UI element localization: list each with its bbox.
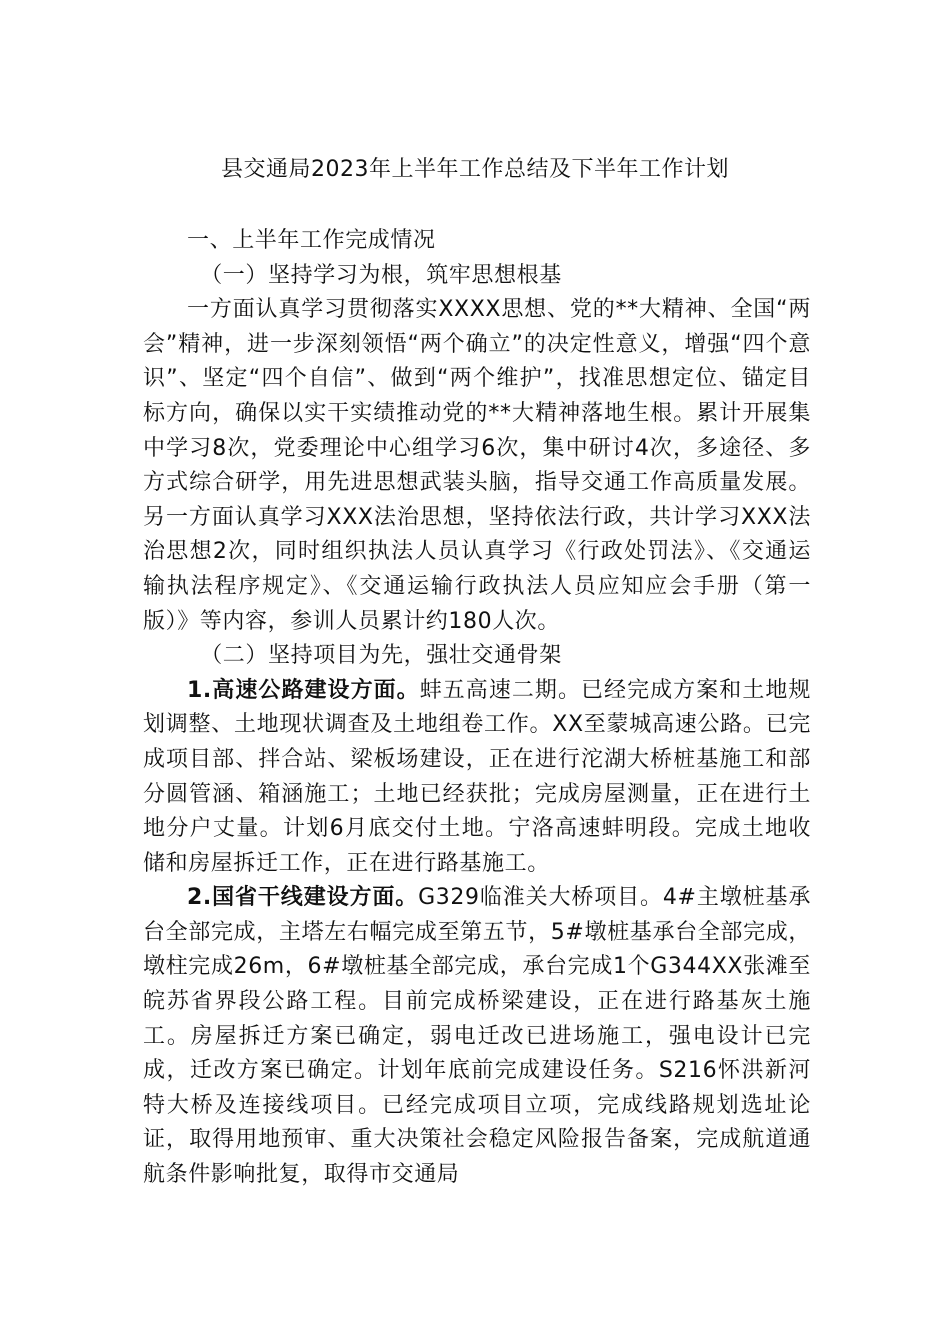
document-title: 县交通局2023年上半年工作总结及下半年工作计划 xyxy=(221,157,729,182)
paragraph-lead-trunk-lines: 2.国省干线建设方面。 xyxy=(187,885,419,911)
section-heading: 一、上半年工作完成情况 xyxy=(187,228,436,253)
paragraph-text-highway: 蚌五高速二期。已经完成方案和土地规划调整、土地现状调查及土地组卷工作。XX至蒙城高速公路。已完成项目部、拌合站、梁板场建设，正在进行沱湖大桥桩基施工和部分圆管涵、箱涵施工；土地已经获批；完成房屋测量，正在进行土地分户丈量。计划6月底交付土地。宁洛高速蚌明段。完成土地收储和房屋拆迁工作，正在进行路基施工。 xyxy=(143,677,812,876)
paragraph-trunk-lines xyxy=(143,881,811,1192)
subsection-heading-projects: （二）坚持项目为先，强壮交通骨架 xyxy=(200,643,562,669)
paragraph-lead-highway: 1.高速公路建设方面。 xyxy=(187,677,420,703)
paragraph-text-trunk-lines: G329临淮关大桥项目。4#主墩桩基承台全部完成，主塔左右幅完成至第五节，5#墩桩基承台全部完成，墩柱完成26m，6#墩桩基全部完成，承台完成1个G344XX张滩至皖苏省界段公路工程。目前完成桥梁建设，正在进行路基灰土施工。房屋拆迁方案已确定，弱电迁改已进场施工，强电设计已完成，迁改方案已确定。计划年底前完成建设任务。S216怀洪新河特大桥及连接线项目。已经完成项目立项，完成线路规划选址论证，取得用地预审、重大决策社会稳定风险报告备案，完成航道通航条件影响批复，取得市交通局 xyxy=(143,885,811,1188)
document-body xyxy=(143,224,811,1193)
paragraph-study: 一方面认真学习贯彻落实XXXX思想、党的**大精神、全国“两会”精神，进一步深刻领悟“两个确立”的决定性意义，增强“四个意识”、坚定“四个自信”、做到“两个维护”，找准思想定位、锚定目标方向，确保以实干实绩推动党的**大精神落地生根。累计开展集中学习8次，党委理论中心组学习6次，集中研讨4次，多途径、多方式综合研学，用先进思想武装头脑，指导交通工作高质量发展。另一方面认真学习XXX法治思想，坚持依法行政，共计学习XXX法治思想2次，同时组织执法人员认真学习《行政处罚法》、《交通运输执法程序规定》、《交通运输行政执法人员应知应会手册（第一版）》等内容，参训人员累计约180人次。 xyxy=(143,297,811,634)
subsection-heading-study: （一）坚持学习为根，筑牢思想根基 xyxy=(200,262,562,288)
paragraph-highway xyxy=(143,674,811,882)
